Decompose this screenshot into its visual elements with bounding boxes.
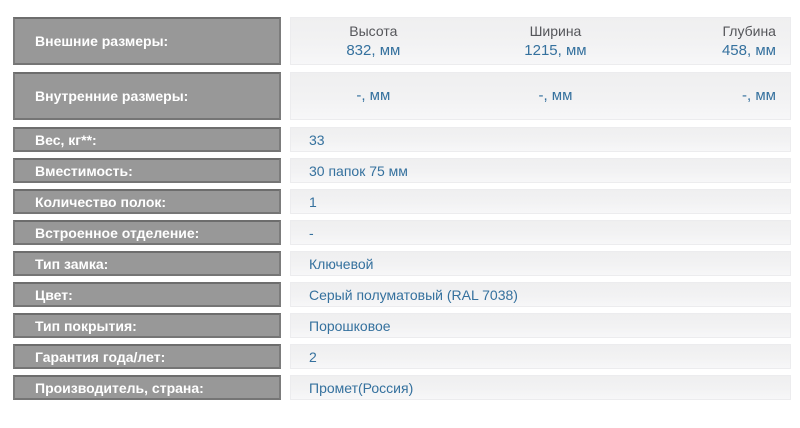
dimension-column — [655, 21, 790, 61]
spec-value-group — [290, 72, 791, 120]
spec-label: Производитель, страна: — [13, 375, 281, 400]
spec-row — [13, 189, 791, 214]
spec-row — [13, 313, 791, 338]
dimension-value: -, мм — [742, 87, 776, 104]
dimension-column — [456, 86, 656, 106]
spec-value: - — [290, 220, 791, 245]
spec-label: Цвет: — [13, 282, 281, 307]
spec-row — [13, 72, 791, 120]
spec-row — [13, 220, 791, 245]
spec-label: Вес, кг**: — [13, 127, 281, 152]
spec-label: Внутренние размеры: — [13, 72, 281, 120]
spec-label: Вместимость: — [13, 158, 281, 183]
spec-row — [13, 251, 791, 276]
spec-row — [13, 17, 791, 65]
spec-value: Серый полуматовый (RAL 7038) — [290, 282, 791, 307]
spec-label: Встроенное отделение: — [13, 220, 281, 245]
spec-label: Тип покрытия: — [13, 313, 281, 338]
spec-value: 1 — [290, 189, 791, 214]
spec-label: Внешние размеры: — [13, 17, 281, 65]
dimension-header: Высота — [349, 23, 398, 39]
spec-row — [13, 344, 791, 369]
dimension-value: 1215, мм — [524, 42, 587, 59]
spec-label: Количество полок: — [13, 189, 281, 214]
dimension-header: Ширина — [529, 23, 582, 39]
spec-value: 30 папок 75 мм — [290, 158, 791, 183]
dimension-value: 458, мм — [721, 42, 776, 59]
dimension-column — [291, 21, 456, 61]
spec-value-group — [290, 17, 791, 65]
spec-label: Тип замка: — [13, 251, 281, 276]
dimension-value: -, мм — [538, 87, 573, 104]
dimension-column — [291, 86, 456, 106]
spec-row — [13, 127, 791, 152]
dimension-column — [456, 21, 656, 61]
spec-value: 2 — [290, 344, 791, 369]
dimension-column — [655, 86, 790, 106]
spec-row — [13, 375, 791, 400]
dimension-value: 832, мм — [346, 42, 401, 59]
dimension-header: Глубина — [722, 23, 776, 39]
spec-row — [13, 158, 791, 183]
spec-row — [13, 282, 791, 307]
spec-value: Порошковое — [290, 313, 791, 338]
spec-label: Гарантия года/лет: — [13, 344, 281, 369]
spec-value: Промет(Россия) — [290, 375, 791, 400]
dimension-value: -, мм — [356, 87, 391, 104]
spec-value: Ключевой — [290, 251, 791, 276]
spec-value: 33 — [290, 127, 791, 152]
spec-table — [13, 17, 791, 406]
